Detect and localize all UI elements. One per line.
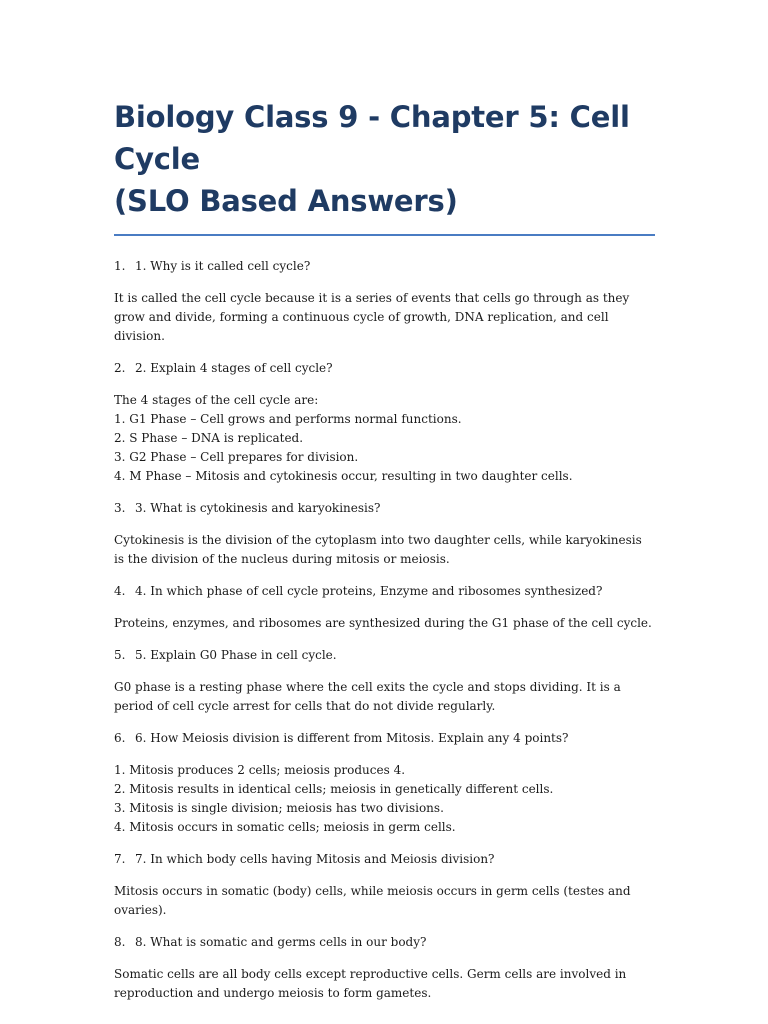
qa-item: [114, 850, 655, 920]
question-number: 1.: [114, 259, 126, 273]
document-title: [114, 96, 655, 222]
question: [114, 499, 655, 518]
qa-item: [114, 359, 655, 486]
document-page: [114, 96, 655, 1016]
question-number: 8.: [114, 935, 126, 949]
answer: Somatic cells are all body cells except reproductive cells. Germ cells are involved in reproduction and undergo meiosis to form gametes.: [114, 967, 627, 1000]
question: [114, 646, 655, 665]
answer: The 4 stages of the cell cycle are: 1. G1 Phase – Cell grows and performs normal functions. 2. S Phase – DNA is replicated. 3. G2 Phase – Cell prepares for division. 4. M Phase – Mitosis and cytokinesis occur, resulting in two daughter cells.: [114, 393, 573, 483]
question-number: 7.: [114, 852, 126, 866]
question-text: 7. In which body cells having Mitosis and Meiosis division?: [135, 852, 495, 866]
answer: It is called the cell cycle because it is a series of events that cells go through as they grow and divide, forming a continuous cycle of growth, DNA replication, and cell division.: [114, 291, 630, 343]
question: [114, 729, 655, 748]
qa-item: [114, 729, 655, 837]
answer: Cytokinesis is the division of the cytoplasm into two daughter cells, while karyokinesis is the division of the nucleus during mitosis or meiosis.: [114, 533, 642, 566]
answer: Proteins, enzymes, and ribosomes are synthesized during the G1 phase of the cell cycle.: [114, 616, 652, 630]
question-number: 2.: [114, 361, 126, 375]
qa-item: [114, 582, 655, 633]
qa-item: [114, 499, 655, 569]
question: [114, 359, 655, 378]
question-text: 4. In which phase of cell cycle proteins, Enzyme and ribosomes synthesized?: [135, 584, 603, 598]
question: [114, 850, 655, 869]
document-title-line-2: (SLO Based Answers): [114, 184, 458, 218]
answer: Mitosis occurs in somatic (body) cells, while meiosis occurs in germ cells (testes and ovaries).: [114, 884, 631, 917]
qa-item: [114, 646, 655, 716]
question-text: 1. Why is it called cell cycle?: [135, 259, 311, 273]
question-text: 8. What is somatic and germs cells in our body?: [135, 935, 427, 949]
document-title-line-1: Biology Class 9 - Chapter 5: Cell Cycle: [114, 100, 630, 176]
question-text: 6. How Meiosis division is different from Mitosis. Explain any 4 points?: [135, 731, 569, 745]
answer: 1. Mitosis produces 2 cells; meiosis produces 4. 2. Mitosis results in identical cells; meiosis in genetically different cells. 3. Mitosis is single division; meiosis has two divisions. 4. Mitosis occurs in somatic cells; meiosis in germ cells.: [114, 763, 554, 834]
question-number: 3.: [114, 501, 126, 515]
question: [114, 933, 655, 952]
answer: G0 phase is a resting phase where the cell exits the cycle and stops dividing. It is a period of cell cycle arrest for cells that do not divide regularly.: [114, 680, 621, 713]
qa-item: [114, 933, 655, 1003]
question-text: 3. What is cytokinesis and karyokinesis?: [135, 501, 381, 515]
question-text: 5. Explain G0 Phase in cell cycle.: [135, 648, 337, 662]
question: [114, 257, 655, 276]
question-number: 5.: [114, 648, 126, 662]
question-text: 2. Explain 4 stages of cell cycle?: [135, 361, 333, 375]
question-number: 4.: [114, 584, 126, 598]
title-underline: [114, 234, 655, 236]
question-number: 6.: [114, 731, 126, 745]
question: [114, 582, 655, 601]
qa-item: [114, 257, 655, 346]
